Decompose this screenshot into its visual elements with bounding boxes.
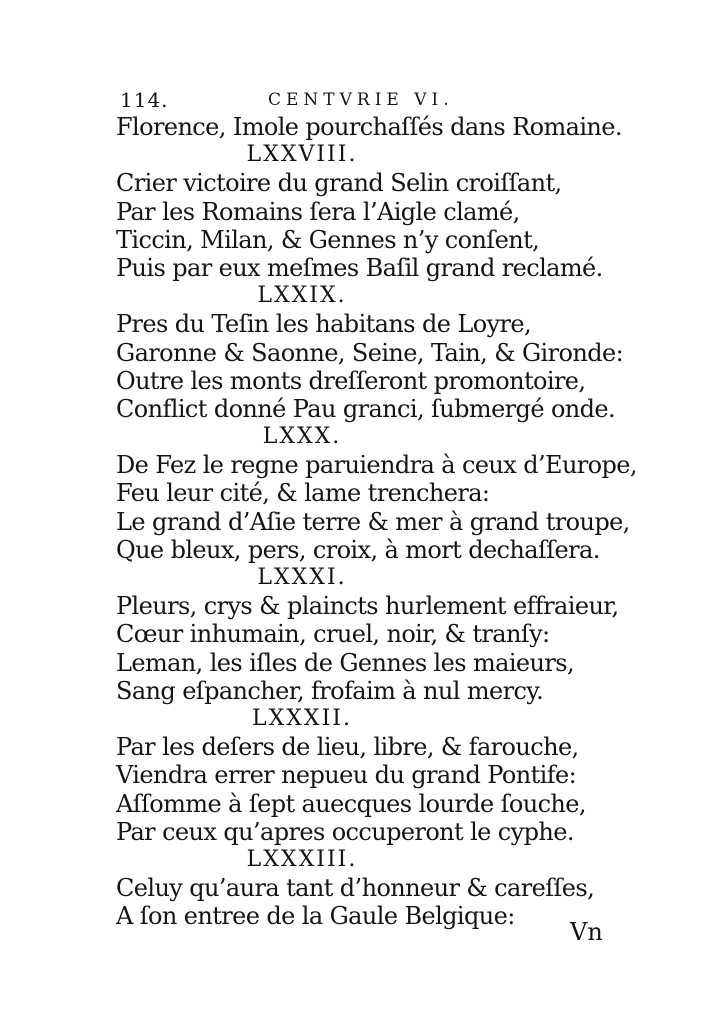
verse-line: Par les deſers de lieu, libre, & farouche, — [116, 733, 579, 762]
verse-line: Puis par eux meſmes Baſil grand reclamé. — [116, 253, 603, 282]
verse-line: Crier victoire du grand Selin croiſſant, — [116, 169, 562, 198]
verse-line: Celuy qu’aura tant d’honneur & careſſes, — [116, 874, 595, 903]
verse-line: Aſſomme à ſept auecques lourde ſouche, — [116, 789, 586, 818]
quatrain-number-heading: LXXVIII. — [246, 142, 358, 168]
verse-line: Que bleux, pers, croix, à mort dechaſſera. — [116, 535, 600, 564]
verse-line: A ſon entree de la Gaule Belgique: — [116, 902, 515, 931]
verse-line: Par les Romains ſera l’Aigle clamé, — [116, 197, 520, 226]
quatrain-number-heading: LXXXI. — [257, 565, 347, 590]
verse-line: Conflict donné Pau granci, ſubmergé onde. — [116, 394, 616, 423]
verse-line: Par ceux qu’apres occuperont le cyphe. — [116, 817, 574, 846]
quatrain-number-heading: LXXXIII. — [246, 846, 358, 872]
catchword: Vn — [570, 918, 603, 946]
verse-line: De Fez le regne paruiendra à ceux d’Europe, — [116, 451, 637, 480]
quatrain-number-heading: LXXX. — [262, 424, 342, 450]
verse-line: Leman, les iſles de Gennes les maieurs, — [116, 648, 575, 677]
verse-text-block — [112, 113, 637, 931]
quatrain-number-heading: LXXXII. — [252, 705, 352, 731]
verse-line: Outre les monts dreſſeront promontoire, — [116, 366, 586, 395]
verse-line: Pres du Teſin les habitans de Loyre, — [116, 310, 532, 339]
quatrain-number-heading: LXXIX. — [257, 283, 347, 309]
verse-line: Cœur inhumain, cruel, noir, & tranſy: — [116, 620, 550, 649]
verse-line: Florence, Imole pourchaſſés dans Romaine. — [116, 113, 622, 141]
running-title: CENTVRIE VI. — [268, 90, 454, 110]
verse-line: Feu leur cité, & lame trenchera: — [116, 479, 490, 508]
verse-line: Ticcin, Milan, & Gennes n’y conſent, — [116, 225, 540, 254]
verse-line: Le grand d’Aſie terre & mer à grand troupe, — [116, 507, 630, 536]
page-number: 114. — [120, 88, 169, 112]
verse-line: Garonne & Saonne, Seine, Tain, & Gironde: — [116, 338, 624, 367]
verse-line: Sang eſpancher, frofaim à nul mercy. — [116, 676, 544, 705]
verse-line: Pleurs, crys & plaincts hurlement effraieur, — [116, 592, 619, 621]
running-head — [120, 86, 520, 114]
verse-line: Viendra errer nepueu du grand Pontife: — [116, 761, 577, 790]
